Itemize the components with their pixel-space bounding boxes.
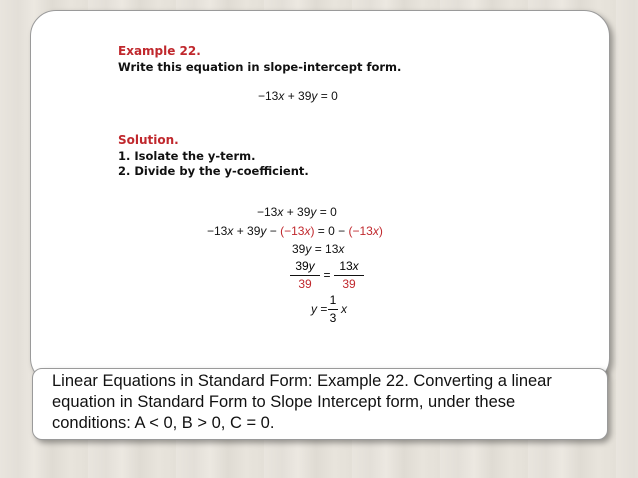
example-equation: −13x + 39y = 0: [258, 89, 338, 103]
fraction-bar-1: [290, 275, 320, 276]
work-line-2: −13x + 39y − (−13x) = 0 − (−13x): [207, 224, 383, 238]
work-line-1: −13x + 39y = 0: [257, 205, 337, 219]
work-line-5-left: y =: [311, 302, 328, 316]
solution-step-1: 1. Isolate the y-term.: [118, 149, 256, 163]
example-instruction: Write this equation in slope-intercept form.: [118, 60, 402, 74]
fraction-2-denominator: 39: [342, 277, 356, 291]
work-line-5-right: x: [341, 302, 347, 316]
solution-step-2: 2. Divide by the y-coefficient.: [118, 164, 309, 178]
fraction-3-denominator: 3: [329, 311, 337, 325]
fraction-bar-2: [334, 275, 364, 276]
fraction-equals: =: [323, 268, 331, 282]
fraction-3-numerator: 1: [329, 293, 337, 307]
fraction-bar-3: [328, 309, 338, 310]
work-line-3: 39y = 13x: [292, 242, 345, 256]
example-title: Example 22.: [118, 44, 201, 58]
fraction-2-numerator: 13x: [339, 259, 359, 273]
solution-title: Solution.: [118, 133, 179, 147]
fraction-1-numerator: 39y: [295, 259, 315, 273]
caption-text: Linear Equations in Standard Form: Example 22. Converting a linear equation in Standard Form to Slope Intercept form, under these conditions: A < 0, B > 0, C = 0.: [52, 372, 552, 432]
fraction-1-denominator: 39: [298, 277, 312, 291]
